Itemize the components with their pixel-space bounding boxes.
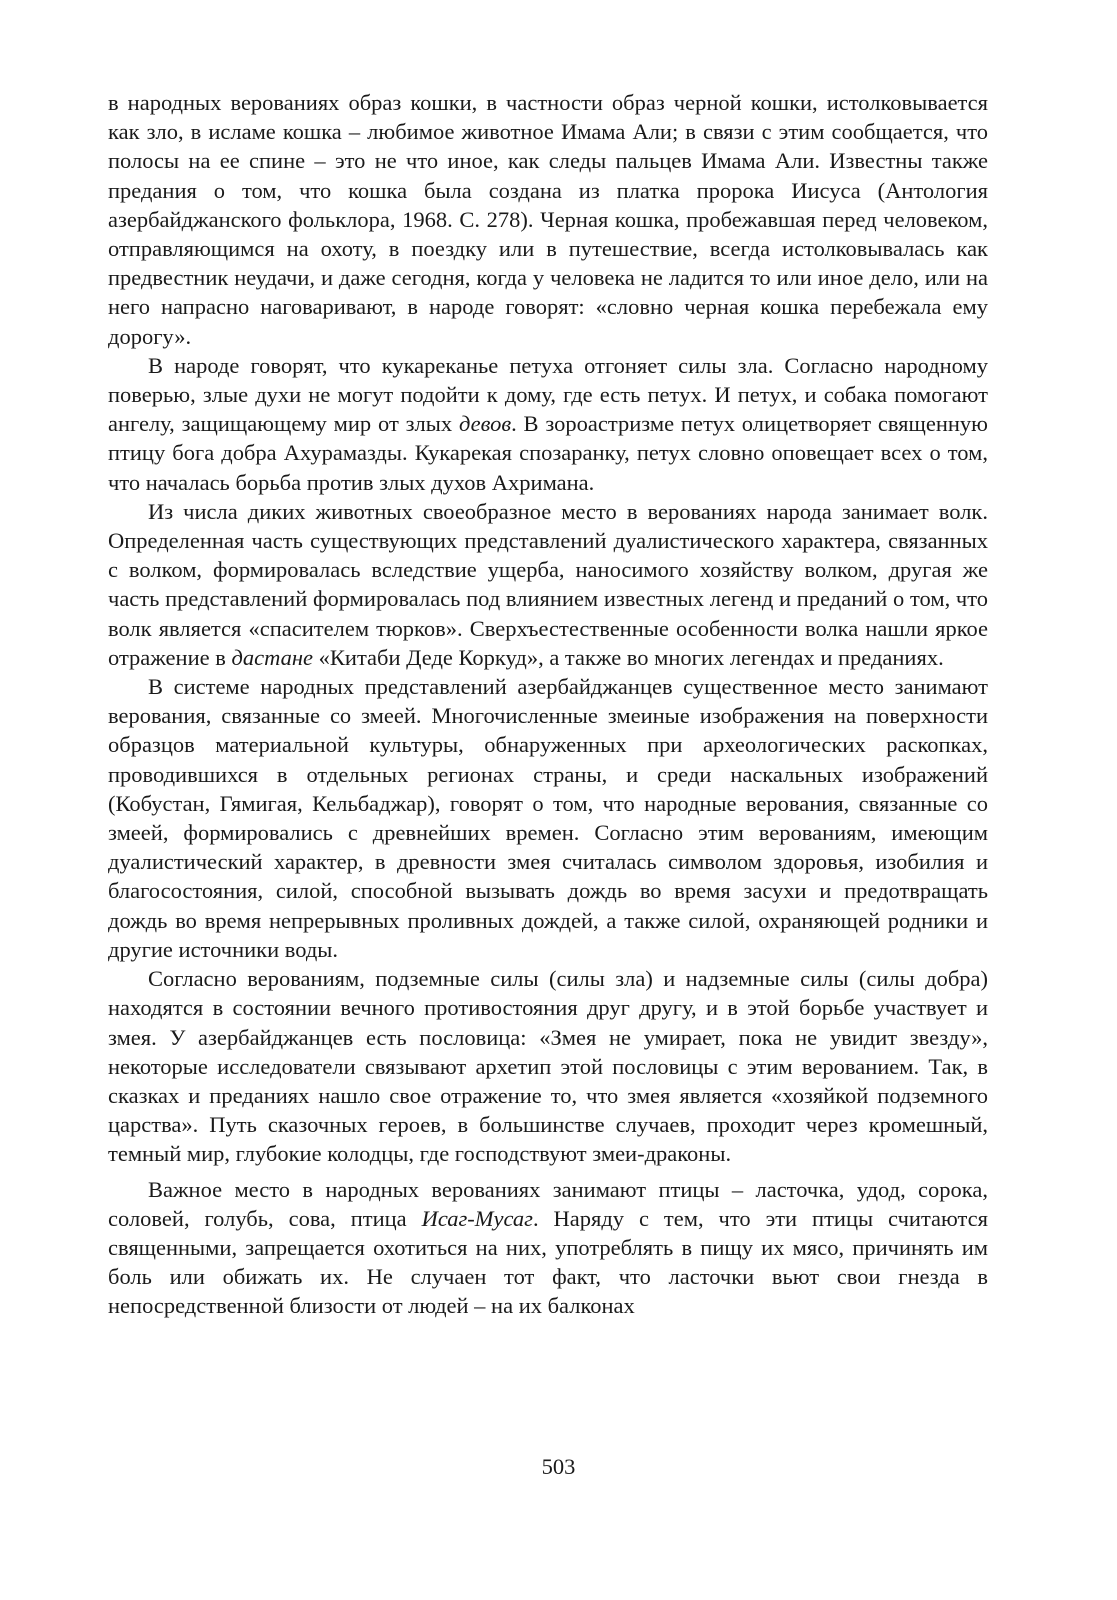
- text-run: в народных верованиях образ кошки, в частности образ черной кошки, истолковывается как зло, в исламе кошка – любимое животное Имама Али; в связи с этим сообщается, что полосы на ее спине – это не что иное, как следы пальцев Имама Али. Известны также предания о том, что кошка была создана из платка пророка Иисуса (Антология азербайджанского фольклора, 1968. С. 278). Черная кошка, пробежавшая перед человеком, отправляющимся на охоту, в поездку или в путешествие, всегда истолковывалась как предвестник неудачи, и даже сегодня, когда у человека не ладится то или иное дело, или на него напрасно наговаривают, в народе говорят: «словно черная кошка перебежала ему дорогу».: [108, 90, 988, 349]
- paragraph: [108, 672, 988, 964]
- paragraph: [108, 964, 988, 1168]
- text-run: В народе говорят, что кукареканье петуха отгоняет силы зла. Согласно народному поверью, злые духи не могут подойти к дому, где есть петух. И петух, и собака помогают ангелу, защищающему мир от злых: [108, 352, 988, 437]
- text-run: Из числа диких животных своеобразное место в верованиях народа занимает волк. Определенная часть существующих представлений дуалистического характера, связанных с волком, формировалась вследствие ущерба, наносимого хозяйству волком, другая же часть представлений формировалась под влиянием известных легенд и преданий о том, что волк является «спасителем тюрков». Сверхъестественные особенности волка нашли яркое отражение в: [108, 498, 988, 670]
- body-text: [108, 88, 988, 1321]
- text-run: Согласно верованиям, подземные силы (силы зла) и надземные силы (силы добра) находятся в состоянии вечного противостояния друг другу, и в этой борьбе участвует и змея. У азербайджанцев есть пословица: «Змея не умирает, пока не увидит звезду», некоторые исследователи связывают архетип этой пословицы с этим верованием. Так, в сказках и преданиях нашло свое отражение то, что змея является «хозяйкой подземного царства». Путь сказочных героев, в большинстве случаев, проходит через кромешный, темный мир, глубокие колодцы, где господствуют змеи-драконы.: [108, 966, 988, 1167]
- italic-term: Исаг-Мусаг: [421, 1205, 533, 1231]
- text-run: В системе народных представлений азербайджанцев существенное место занимают верования, связанные со змеей. Многочисленные змеиные изображения на поверхности образцов материальной культуры, обнаруженных при археологических раскопках, проводившихся в отдельных регионах страны, и среди наскальных изображений (Кобустан, Гямигая, Кельбаджар), говорят о том, что народные верования, связанные со змеей, формировались с древнейших времен. Согласно этим верованиям, имеющим дуалистический характер, в древности змея считалась символом здоровья, изобилия и благосостояния, силой, способной вызывать дождь во время засухи и предотвращать дождь во время непрерывных проливных дождей, а также силой, охраняющей родники и другие источники воды.: [108, 674, 988, 962]
- text-run: . Наряду с тем, что эти птицы считаются священными, запрещается охотиться на них, употреблять в пищу их мясо, причинять им боль или обижать их. Не случаен тот факт, что ласточки вьют свои гнезда в непосредственной близости от людей – на их балконах: [108, 1205, 988, 1319]
- paragraph: [108, 497, 988, 672]
- page-number: 503: [541, 1454, 576, 1479]
- text-run: . В зороастризме петух олицетворяет священную птицу бога добра Ахурамазды. Кукарекая спозаранку, петух словно оповещает всех о том, что началась борьба против злых духов Ахримана.: [108, 411, 988, 495]
- text-run: «Китаби Деде Коркуд», а также во многих легендах и преданиях.: [313, 644, 944, 670]
- paragraph: [108, 1175, 988, 1321]
- paragraph: [108, 88, 988, 351]
- text-run: Важное место в народных верованиях занимают птицы – ласточка, удод, сорока, соловей, голубь, сова, птица: [108, 1176, 988, 1231]
- italic-term: дастане: [231, 644, 314, 670]
- paragraph: [108, 351, 988, 497]
- italic-term: девов: [458, 411, 512, 437]
